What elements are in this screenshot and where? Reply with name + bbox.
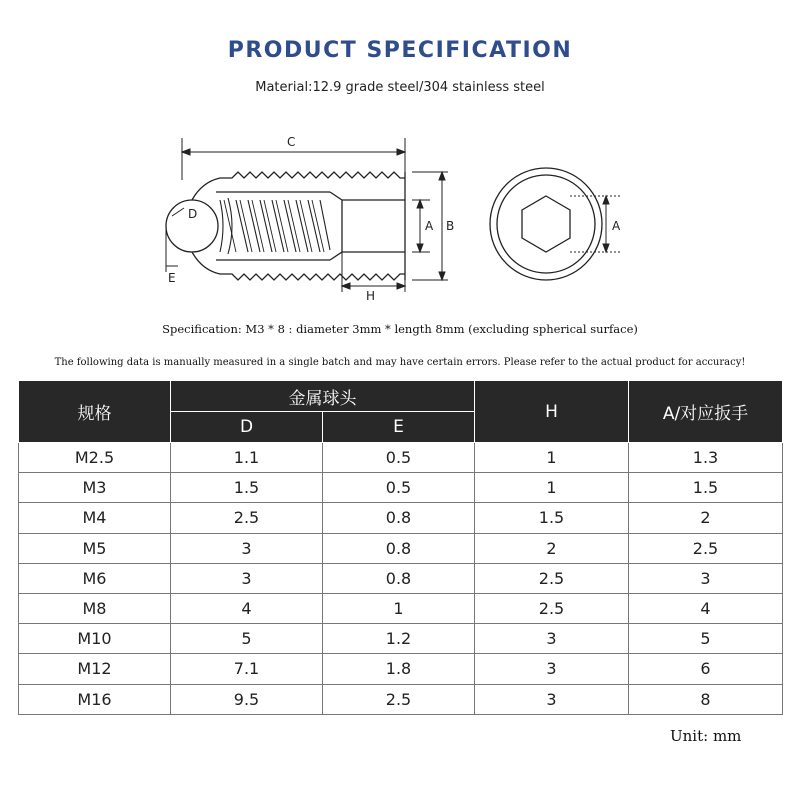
label-d: D bbox=[188, 207, 198, 221]
cell-a: 4 bbox=[629, 593, 783, 623]
cell-d: 4 bbox=[171, 593, 323, 623]
cell-h: 2.5 bbox=[475, 593, 629, 623]
cell-h: 2 bbox=[475, 533, 629, 563]
cell-size: M4 bbox=[19, 503, 171, 533]
cell-e: 0.8 bbox=[323, 563, 475, 593]
cell-size: M2.5 bbox=[19, 443, 171, 473]
cell-a: 1.3 bbox=[629, 443, 783, 473]
unit-label: Unit: mm bbox=[670, 727, 742, 745]
cell-h: 1 bbox=[475, 473, 629, 503]
side-view bbox=[166, 172, 405, 280]
header-a: A/对应扳手 bbox=[629, 381, 783, 443]
cell-e: 1 bbox=[323, 593, 475, 623]
label-a: A bbox=[425, 219, 434, 233]
cell-e: 0.8 bbox=[323, 533, 475, 563]
ball-plunger-diagram bbox=[150, 120, 650, 310]
header-size: 规格 bbox=[19, 381, 171, 443]
table-row bbox=[19, 533, 783, 563]
top-thread bbox=[192, 172, 405, 200]
cell-h: 2.5 bbox=[475, 563, 629, 593]
cell-d: 1.1 bbox=[171, 443, 323, 473]
cell-d: 1.5 bbox=[171, 473, 323, 503]
cell-d: 5 bbox=[171, 624, 323, 654]
cell-a: 2.5 bbox=[629, 533, 783, 563]
cell-h: 1 bbox=[475, 443, 629, 473]
end-view bbox=[490, 168, 602, 280]
table-row bbox=[19, 503, 783, 533]
cell-size: M5 bbox=[19, 533, 171, 563]
table-row bbox=[19, 593, 783, 623]
header-d: D bbox=[171, 412, 323, 443]
cell-size: M12 bbox=[19, 654, 171, 684]
cell-size: M6 bbox=[19, 563, 171, 593]
header-ball-group: 金属球头 bbox=[171, 381, 475, 412]
cell-e: 2.5 bbox=[323, 684, 475, 714]
label-b: B bbox=[446, 219, 455, 233]
hex-socket bbox=[330, 192, 405, 260]
header-h: H bbox=[475, 381, 629, 443]
cell-a: 5 bbox=[629, 624, 783, 654]
table-row bbox=[19, 654, 783, 684]
table-row bbox=[19, 473, 783, 503]
cell-h: 3 bbox=[475, 684, 629, 714]
cell-e: 1.8 bbox=[323, 654, 475, 684]
cell-size: M16 bbox=[19, 684, 171, 714]
cell-size: M10 bbox=[19, 624, 171, 654]
cell-e: 0.5 bbox=[323, 443, 475, 473]
material-line: Material:12.9 grade steel/304 stainless steel bbox=[255, 80, 545, 95]
cell-d: 2.5 bbox=[171, 503, 323, 533]
table-row bbox=[19, 624, 783, 654]
cell-h: 3 bbox=[475, 624, 629, 654]
cell-e: 0.5 bbox=[323, 473, 475, 503]
accuracy-note: The following data is manually measured in a single batch and may have certain errors. Please refer to the actual product for accuracy! bbox=[54, 357, 746, 368]
label-e: E bbox=[168, 271, 176, 285]
label-h: H bbox=[366, 289, 376, 303]
cell-a: 3 bbox=[629, 563, 783, 593]
cell-size: M8 bbox=[19, 593, 171, 623]
header-e: E bbox=[323, 412, 475, 443]
cell-a: 2 bbox=[629, 503, 783, 533]
cell-size: M3 bbox=[19, 473, 171, 503]
cell-e: 0.8 bbox=[323, 503, 475, 533]
page-title: PRODUCT SPECIFICATION bbox=[227, 38, 573, 63]
cell-h: 3 bbox=[475, 654, 629, 684]
cell-d: 3 bbox=[171, 563, 323, 593]
label-a-end: A bbox=[612, 219, 621, 233]
cell-d: 3 bbox=[171, 533, 323, 563]
cell-e: 1.2 bbox=[323, 624, 475, 654]
cell-d: 7.1 bbox=[171, 654, 323, 684]
cell-a: 6 bbox=[629, 654, 783, 684]
hex-socket-end bbox=[522, 196, 570, 252]
cell-a: 1.5 bbox=[629, 473, 783, 503]
cell-d: 9.5 bbox=[171, 684, 323, 714]
label-c: C bbox=[287, 135, 296, 149]
table-row bbox=[19, 684, 783, 714]
cell-h: 1.5 bbox=[475, 503, 629, 533]
spec-table bbox=[18, 380, 783, 715]
specification-line: Specification: M3 * 8 : diameter 3mm * length 8mm (excluding spherical surface) bbox=[162, 322, 638, 336]
table-row bbox=[19, 563, 783, 593]
table-row bbox=[19, 443, 783, 473]
bottom-thread bbox=[192, 252, 405, 280]
cell-a: 8 bbox=[629, 684, 783, 714]
